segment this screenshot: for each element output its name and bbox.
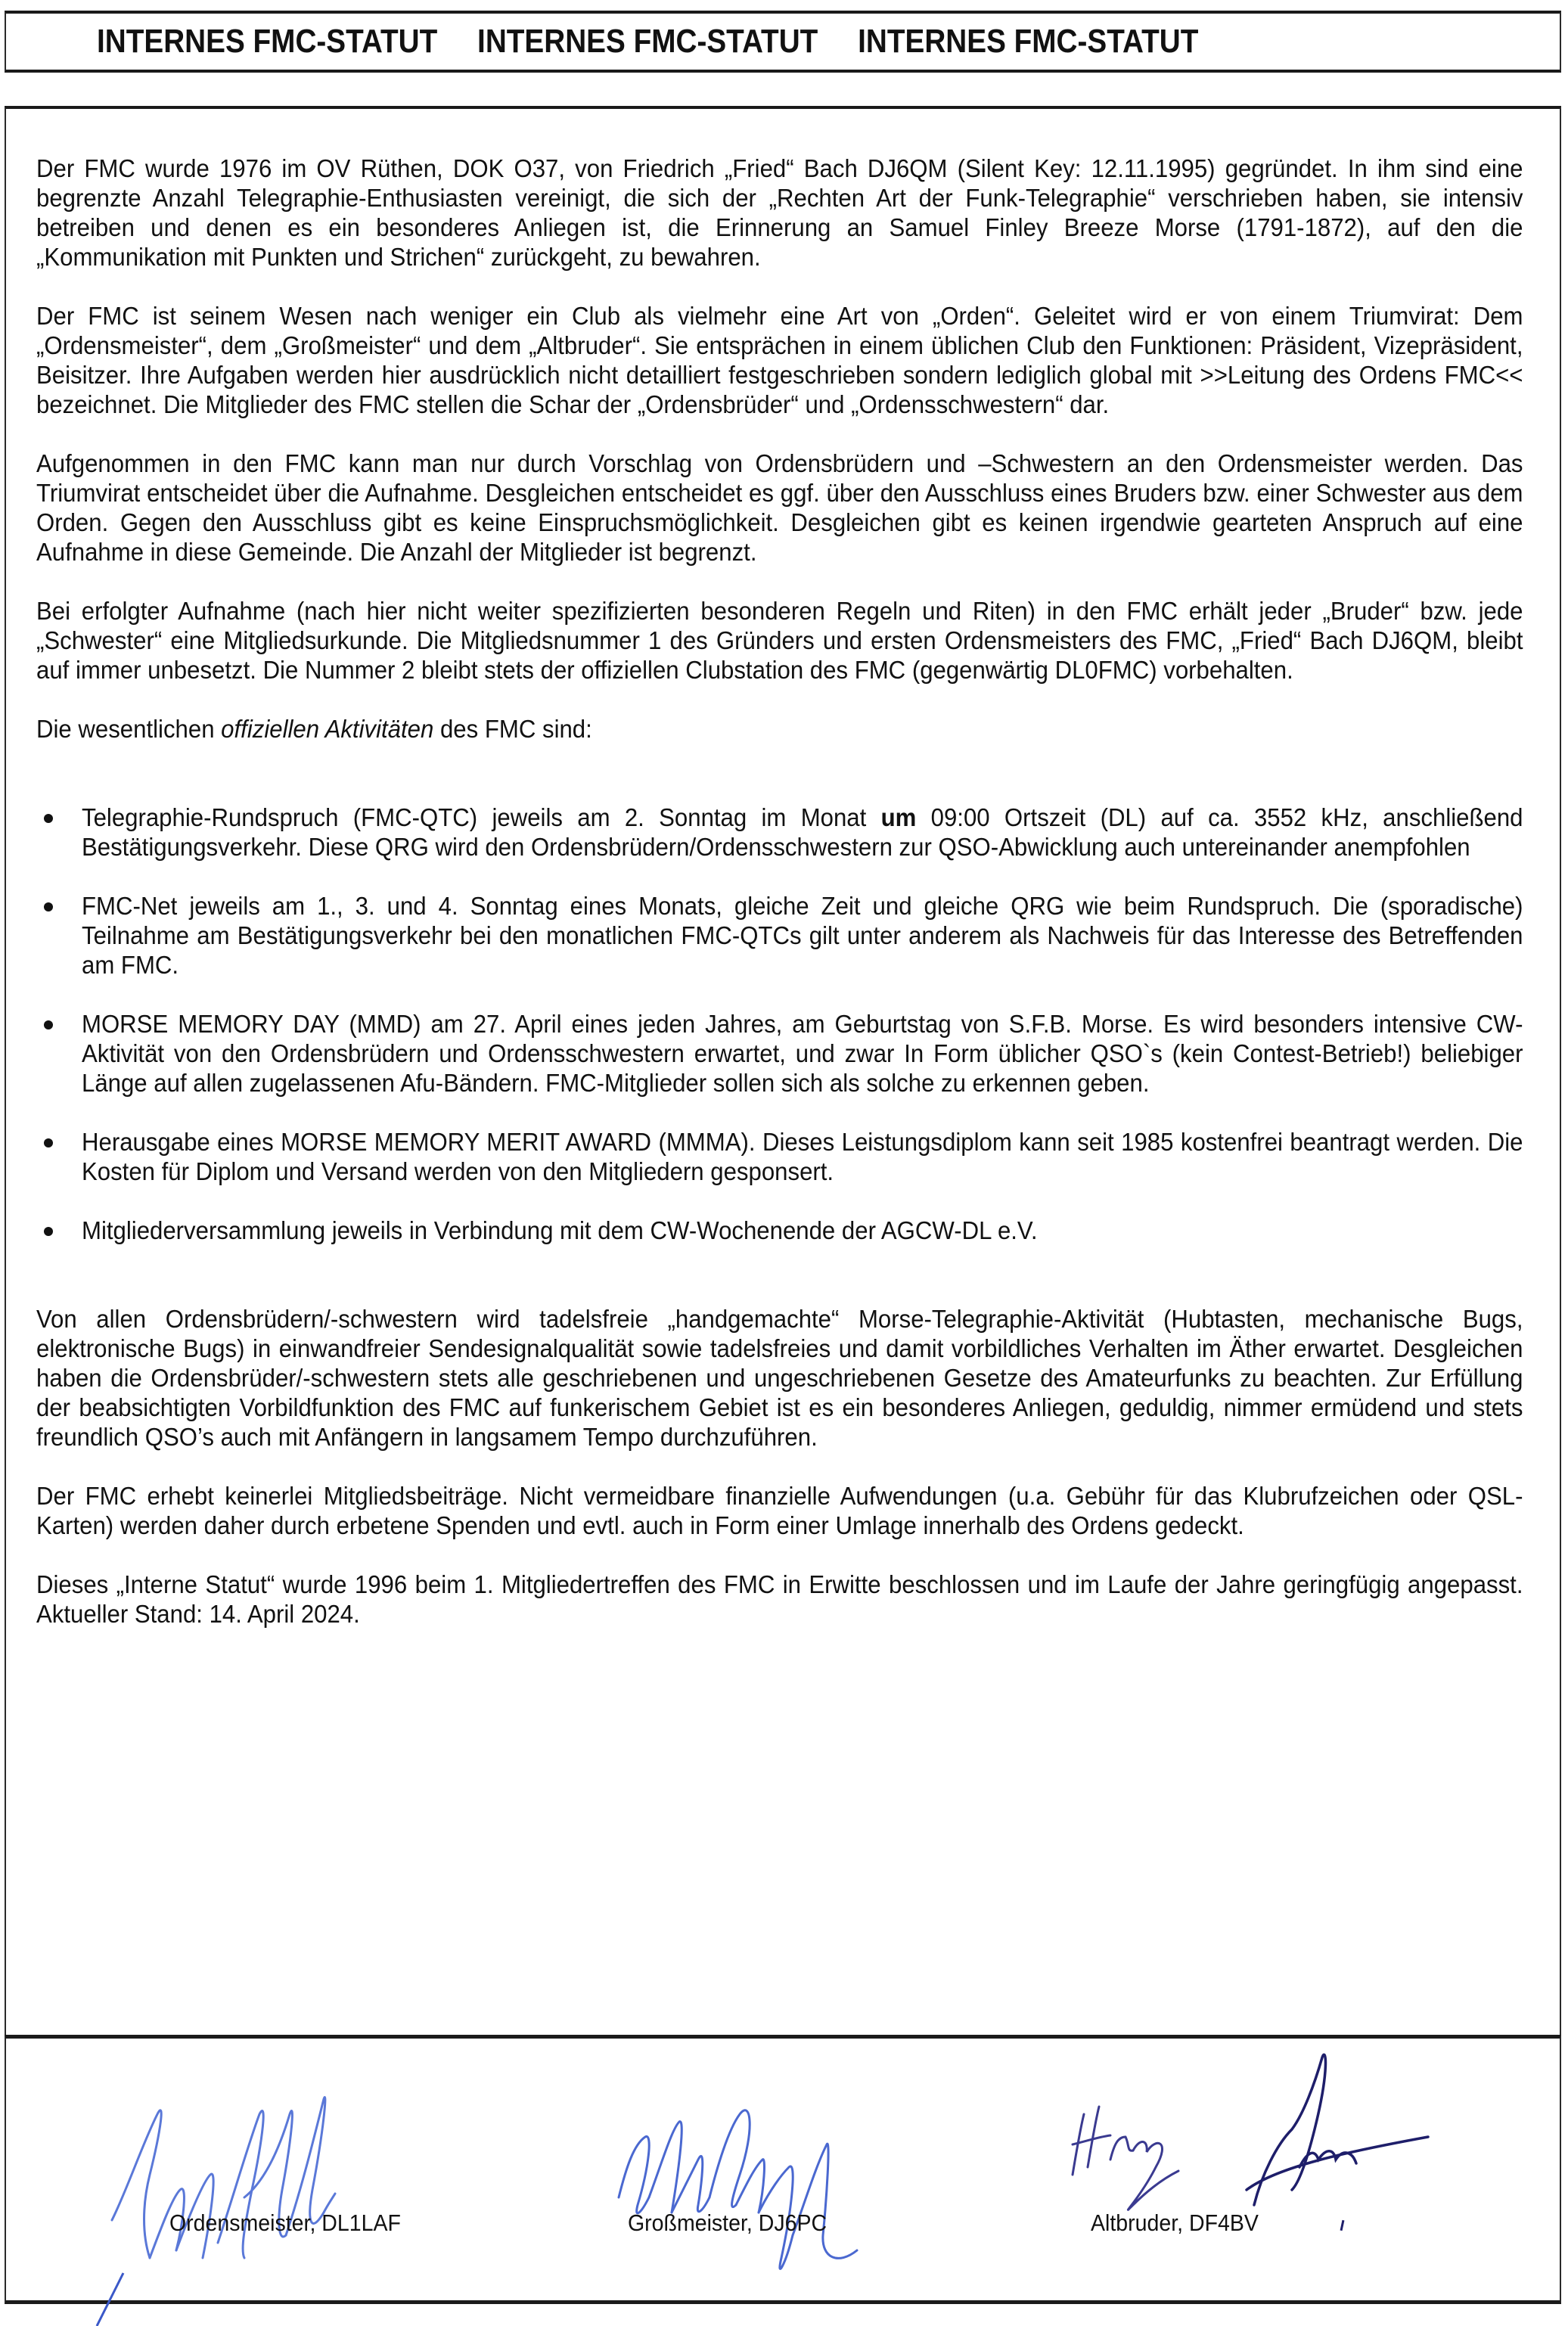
- statute-content: [36, 154, 1523, 1659]
- activity-text: MORSE MEMORY DAY (MMD) am 27. April eines jeden Jahres, am Geburtstag von S.F.B. Morse. Es wird besonders intensive CW-Aktivität von den Ordensbrüdern und Ordensschwestern erwartet, und zwar In Form üblicher QSO`s (kein Contest-Betrieb!) beliebiger Länge auf allen zugelassenen Afu-Bändern. FMC-Mitglieder sollen sich als solche zu erkennen geben.: [82, 1011, 1523, 1098]
- paragraph-order-structure: Der FMC ist seinem Wesen nach weniger ein Club als vielmehr eine Art von „Orden“. Geleitet wird er von einem Triumvirat: Dem „Ordensmeister“, dem „Großmeister“ und dem „Altbruder“. Sie entsprächen in einem üblichen Club den Funktionen: Präsident, Vizepräsident, Beisitzer. Ihre Aufgaben werden hier ausdrücklich nicht detailliert festgeschrieben sondern lediglich global mit >>Leitung des Ordens FMC<< bezeichnet. Die Mitglieder des FMC stellen die Schar der „Ordensbrüder“ und „Ordensschwestern“ dar.: [36, 303, 1523, 419]
- activity-text-part: Telegraphie-Rundspruch (FMC-QTC) jeweils am 2. Sonntag im Monat: [82, 804, 881, 832]
- bullet-icon: [44, 1138, 53, 1147]
- activities-intro: [36, 715, 1523, 744]
- activity-item-assembly: [36, 1216, 1523, 1246]
- paragraph-conduct: Von allen Ordensbrüdern/-schwestern wird tadelsfreie „handgemachte“ Morse-Telegraphie-Aktivität (Hubtasten, mechanische Bugs, elektronische Bugs) in einwandfreier Sendesignalqualität sowie tadelsfreies und damit vorbildliches Verhalten im Äther erwartet. Desgleichen haben die Ordensbrüder/-schwestern stets alle geschriebenen und ungeschriebenen Gesetze des Amateurfunks zu beachten. Zur Erfüllung der beabsichtigten Vorbildfunktion des FMC auf funkerischem Gebiet ist es ein besonderes Anliegen, geduldig, nimmer ermüdend und stets freundlich QSO’s auch mit Anfängern in langsamem Tempo durchzuführen.: [36, 1306, 1523, 1452]
- paragraph-founding: Der FMC wurde 1976 im OV Rüthen, DOK O37, von Friedrich „Fried“ Bach DJ6QM (Silent Key: 12.11.1995) gegründet. In ihm sind eine begrenzte Anzahl Telegraphie-Enthusiasten vereinigt, die sich der „Rechten Art der Funk-Telegraphie“ verschrieben haben, sie intensiv betreiben und denen es ein besonderes Anliegen ist, die Erinnerung an Samuel Finley Breeze Morse (1791-1872), auf den die „Kommunikation mit Punkten und Strichen“ zurückgeht, zu bewahren.: [36, 155, 1523, 272]
- header-title: INTERNES FMC-STATUT: [477, 23, 818, 60]
- activity-item-mmd: [36, 1010, 1523, 1098]
- activity-text: [82, 803, 1523, 862]
- activities-intro-text: Die wesentlichen: [36, 716, 222, 744]
- activities-intro-italic: offiziellen Aktivitäten: [221, 716, 434, 744]
- activity-text-bold: um: [880, 804, 917, 832]
- activity-item-qtc: [36, 803, 1523, 862]
- bullet-icon: [44, 902, 53, 911]
- signature-label-altbruder: Altbruder, DF4BV: [1091, 2210, 1259, 2236]
- activity-text: Herausgabe eines MORSE MEMORY MERIT AWARD (MMMA). Dieses Leistungsdiplom kann seit 1985 kostenfrei beantragt werden. Die Kosten für Diplom und Versand werden von den Mitgliedern gesponsert.: [82, 1129, 1523, 1186]
- header-title: INTERNES FMC-STATUT: [97, 23, 438, 60]
- signature-ordensmeister-icon: [97, 2069, 339, 2326]
- header-title: INTERNES FMC-STATUT: [858, 23, 1199, 60]
- header-banner: [5, 11, 1561, 73]
- bullet-icon: [44, 814, 53, 823]
- header-titles: [97, 23, 1198, 61]
- signature-block: [5, 2035, 1561, 2304]
- activity-text: Mitgliederversammlung jeweils in Verbindung mit dem CW-Wochenende der AGCW-DL e.V.: [82, 1217, 1038, 1245]
- statute-body: [5, 106, 1561, 2073]
- activity-item-net: [36, 892, 1523, 980]
- paragraph-membership-numbers: Bei erfolgter Aufnahme (nach hier nicht weiter spezifizierten besonderen Regeln und Riten) in den FMC erhält jeder „Bruder“ bzw. jede „Schwester“ eine Mitgliedsurkunde. Die Mitgliedsnummer 1 des Gründers und ersten Ordensmeisters des FMC, „Fried“ Bach DJ6QM, bleibt auf immer unbesetzt. Die Nummer 2 bleibt stets der offiziellen Clubstation des FMC (gegenwärtig DL0FMC) vorbehalten.: [36, 598, 1523, 685]
- paragraph-revision: Dieses „Interne Statut“ wurde 1996 beim 1. Mitgliedertreffen des FMC in Erwitte beschlossen und im Laufe der Jahre geringfügig angepasst. Aktueller Stand: 14. April 2024.: [36, 1571, 1523, 1629]
- bullet-icon: [44, 1020, 53, 1029]
- signature-label-ordensmeister: Ordensmeister, DL1LAF: [169, 2210, 401, 2236]
- signature-altbruder-icon: [1057, 2039, 1481, 2235]
- activities-list: [36, 803, 1523, 1246]
- paragraph-fees: Der FMC erhebt keinerlei Mitgliedsbeiträge. Nicht vermeidbare finanzielle Aufwendungen (u.a. Gebühr für das Klubrufzeichen oder QSL-Karten) werden daher durch erbetene Spenden und evtl. auch in Form einer Umlage innerhalb des Ordens gedeckt.: [36, 1483, 1523, 1540]
- activity-text: FMC-Net jeweils am 1., 3. und 4. Sonntag eines Monats, gleiche Zeit und gleiche QRG wie beim Rundspruch. Die (sporadische) Teilnahme am Bestätigungsverkehr bei den monatlichen FMC-QTCs gilt unter anderem als Nachweis für das Interesse des Betreffenden am FMC.: [82, 893, 1523, 980]
- activity-text-part: 09:00 Ortszeit (DL) auf ca. 3552 kHz, anschließend Bestätigungsverkehr. Diese QRG wird den Ordensbrüdern/Ordensschwestern zur QSO-Abwicklung auch untereinander anempfohlen: [82, 804, 1523, 862]
- activity-item-mmma: [36, 1128, 1523, 1187]
- signature-label-grossmeister: Großmeister, DJ6PC: [628, 2210, 827, 2236]
- activities-intro-text: des FMC sind:: [433, 716, 592, 744]
- paragraph-admission: Aufgenommen in den FMC kann man nur durch Vorschlag von Ordensbrüdern und –Schwestern an den Ordensmeister werden. Das Triumvirat entscheidet über die Aufnahme. Desgleichen entscheidet es ggf. über den Ausschluss eines Bruders bzw. einer Schwester aus dem Orden. Gegen den Ausschluss gibt es keine Einspruchsmöglichkeit. Desgleichen gibt es keinen irgendwie gearteten Anspruch auf eine Aufnahme in diese Gemeinde. Die Anzahl der Mitglieder ist begrenzt.: [36, 450, 1523, 567]
- bullet-icon: [44, 1227, 53, 1236]
- signature-grossmeister-icon: [604, 2084, 861, 2288]
